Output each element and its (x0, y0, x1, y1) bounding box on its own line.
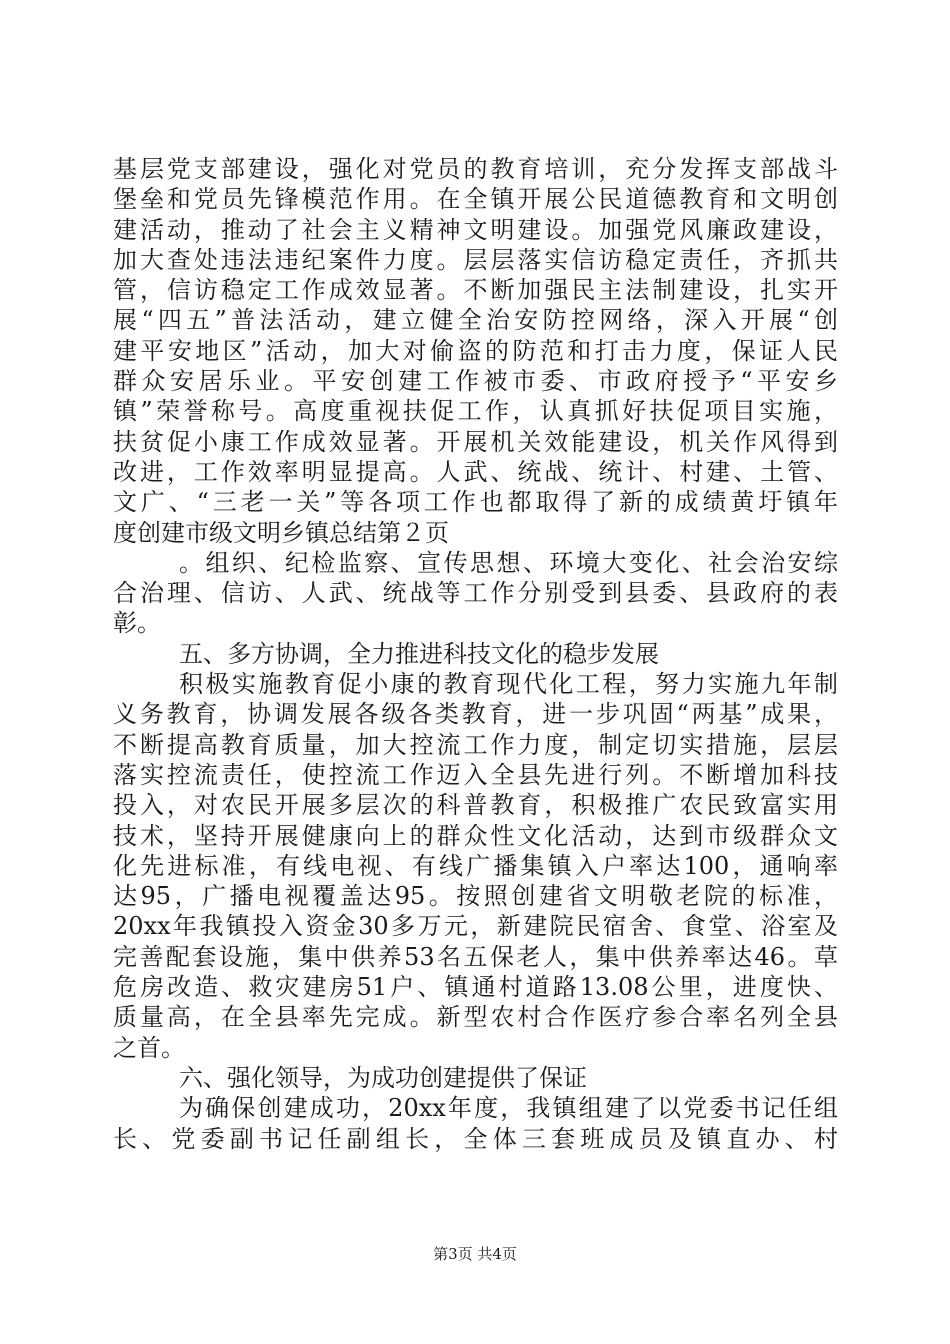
section-heading: 六、强化领导，为成功创建提供了保证 (179, 1063, 587, 1092)
document-body (113, 154, 838, 1154)
page-footer: 第3页 共4页 (433, 1245, 517, 1263)
text-line: 度创建市级文明乡镇总结第２页 (113, 518, 449, 547)
text-line: 建平安地区”活动，加大对偷盗的防范和打击力度，保证人民 (113, 336, 838, 365)
text-line: 长、党委副书记任副组长，全体三套班成员及镇直办、村 (113, 1124, 838, 1153)
text-line: 为确保创建成功，20xx年度，我镇组建了以党委书记任组 (179, 1094, 838, 1123)
text-line: 群众安居乐业。平安创建工作被市委、市政府授予“平安乡 (113, 367, 838, 396)
text-line: 化先进标准，有线电视、有线广播集镇入户率达100，通响率 (113, 851, 838, 880)
text-line: 达95，广播电视覆盖达95。按照创建省文明敬老院的标准， (113, 882, 838, 911)
text-line: 镇”荣誉称号。高度重视扶促工作，认真抓好扶促项目实施， (113, 397, 838, 426)
text-line: 管，信访稳定工作成效显著。不断加强民主法制建设，扎实开 (113, 276, 838, 305)
text-line: 。组织、纪检监察、宣传思想、环境大变化、社会治安综 (179, 548, 838, 577)
text-line: 建活动，推动了社会主义精神文明建设。加强党风廉政建设， (113, 215, 838, 244)
text-line: 展“四五”普法活动，建立健全治安防控网络，深入开展“创 (113, 306, 838, 335)
text-line: 义务教育，协调发展各级各类教育，进一步巩固“两基”成果， (113, 700, 838, 729)
text-line: 之首。 (113, 1033, 185, 1062)
text-line: 不断提高教育质量，加大控流工作力度，制定切实措施，层层 (113, 730, 838, 759)
text-line: 改进，工作效率明显提高。人武、统战、统计、村建、土管、 (113, 457, 838, 486)
text-line: 落实控流责任，使控流工作迈入全县先进行列。不断增加科技 (113, 760, 838, 789)
text-line: 积极实施教育促小康的教育现代化工程，努力实施九年制 (179, 670, 838, 699)
text-line: 质量高，在全县率先完成。新型农村合作医疗参合率名列全县 (113, 1003, 838, 1032)
text-line: 技术，坚持开展健康向上的群众性文化活动，达到市级群众文 (113, 821, 838, 850)
text-line: 危房改造、救灾建房51户、镇通村道路13.08公里，进度快、 (113, 973, 838, 1002)
text-line: 彰。 (113, 609, 161, 638)
text-line: 堡垒和党员先锋模范作用。在全镇开展公民道德教育和文明创 (113, 185, 838, 214)
section-heading: 五、多方协调，全力推进科技文化的稳步发展 (179, 639, 659, 668)
text-line: 完善配套设施，集中供养53名五保老人，集中供养率达46。草 (113, 942, 838, 971)
text-line: 合治理、信访、人武、统战等工作分别受到县委、县政府的表 (113, 579, 838, 608)
text-line: 投入，对农民开展多层次的科普教育，积极推广农民致富实用 (113, 791, 838, 820)
text-line: 20xx年我镇投入资金30多万元，新建院民宿舍、食堂、浴室及 (113, 912, 838, 941)
text-line: 基层党支部建设，强化对党员的教育培训，充分发挥支部战斗 (113, 155, 838, 183)
text-line: 扶贫促小康工作成效显著。开展机关效能建设，机关作风得到 (113, 427, 838, 456)
text-line: 文广、“三老一关”等各项工作也都取得了新的成绩黄圩镇年 (113, 488, 838, 517)
text-line: 加大查处违法违纪案件力度。层层落实信访稳定责任，齐抓共 (113, 245, 838, 274)
